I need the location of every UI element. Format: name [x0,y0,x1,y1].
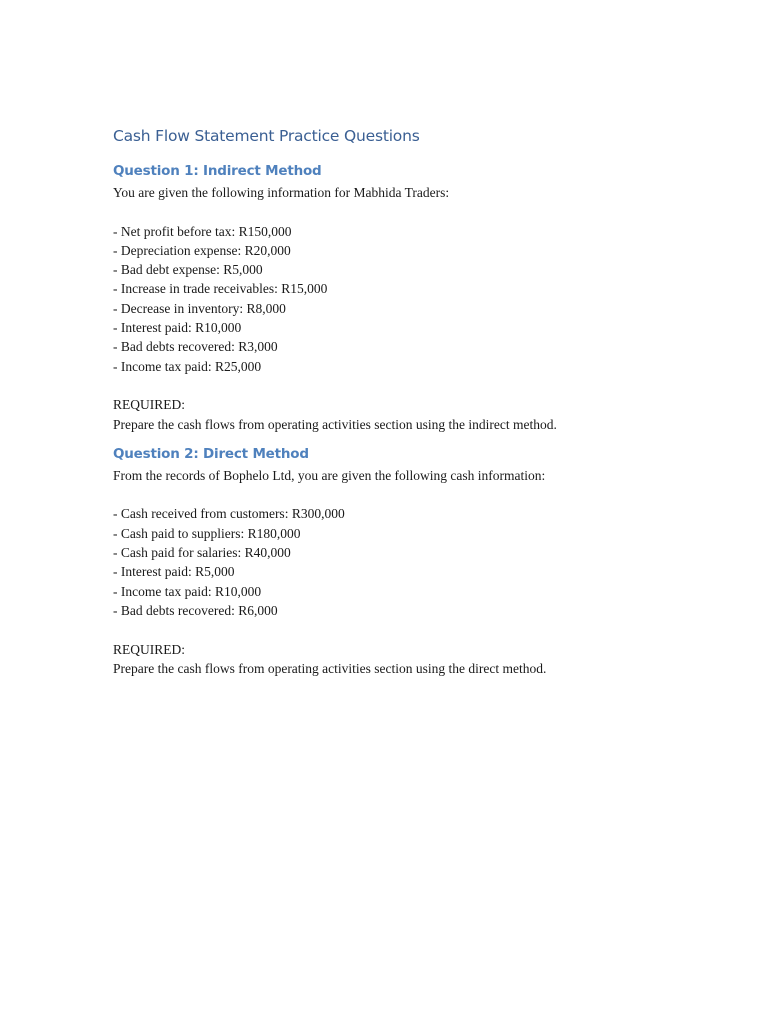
question-1-required-text: Prepare the cash flows from operating activities section using the indirect method. [113,416,557,432]
question-2-required-label: REQUIRED: [113,641,185,657]
document-page [113,124,713,678]
list-item: - Increase in trade receivables: R15,000 [113,281,328,297]
list-item: - Cash paid to suppliers: R180,000 [113,525,301,541]
question-1-intro: You are given the following information for Mabhida Traders: [113,185,450,200]
list-item: - Cash received from customers: R300,000 [113,506,345,522]
question-2-required-text: Prepare the cash flows from operating activities section using the direct method. [113,660,547,676]
list-item: - Cash paid for salaries: R40,000 [113,545,291,561]
document-title: Cash Flow Statement Practice Questions [113,127,420,145]
question-1-list [113,222,713,376]
list-item: - Income tax paid: R10,000 [113,583,262,599]
spacer [113,376,713,395]
question-1-heading: Question 1: Indirect Method [113,163,322,179]
question-2-intro: From the records of Bophelo Ltd, you are given the following cash information: [113,467,546,483]
spacer [113,485,713,504]
spacer [113,202,713,221]
list-item: - Interest paid: R5,000 [113,564,235,580]
list-item: - Depreciation expense: R20,000 [113,242,291,258]
question-2-section [113,444,713,678]
list-item: - Decrease in inventory: R8,000 [113,300,286,316]
question-2-list [113,504,713,620]
question-1-section [113,161,713,434]
question-1-required-label: REQUIRED: [113,397,185,413]
list-item: - Net profit before tax: R150,000 [113,223,292,239]
list-item: - Income tax paid: R25,000 [113,358,262,374]
list-item: - Bad debt expense: R5,000 [113,262,263,278]
question-2-heading: Question 2: Direct Method [113,445,309,462]
list-item: - Bad debts recovered: R6,000 [113,602,278,618]
spacer [113,620,713,639]
list-item: - Bad debts recovered: R3,000 [113,339,278,355]
list-item: - Interest paid: R10,000 [113,320,242,336]
